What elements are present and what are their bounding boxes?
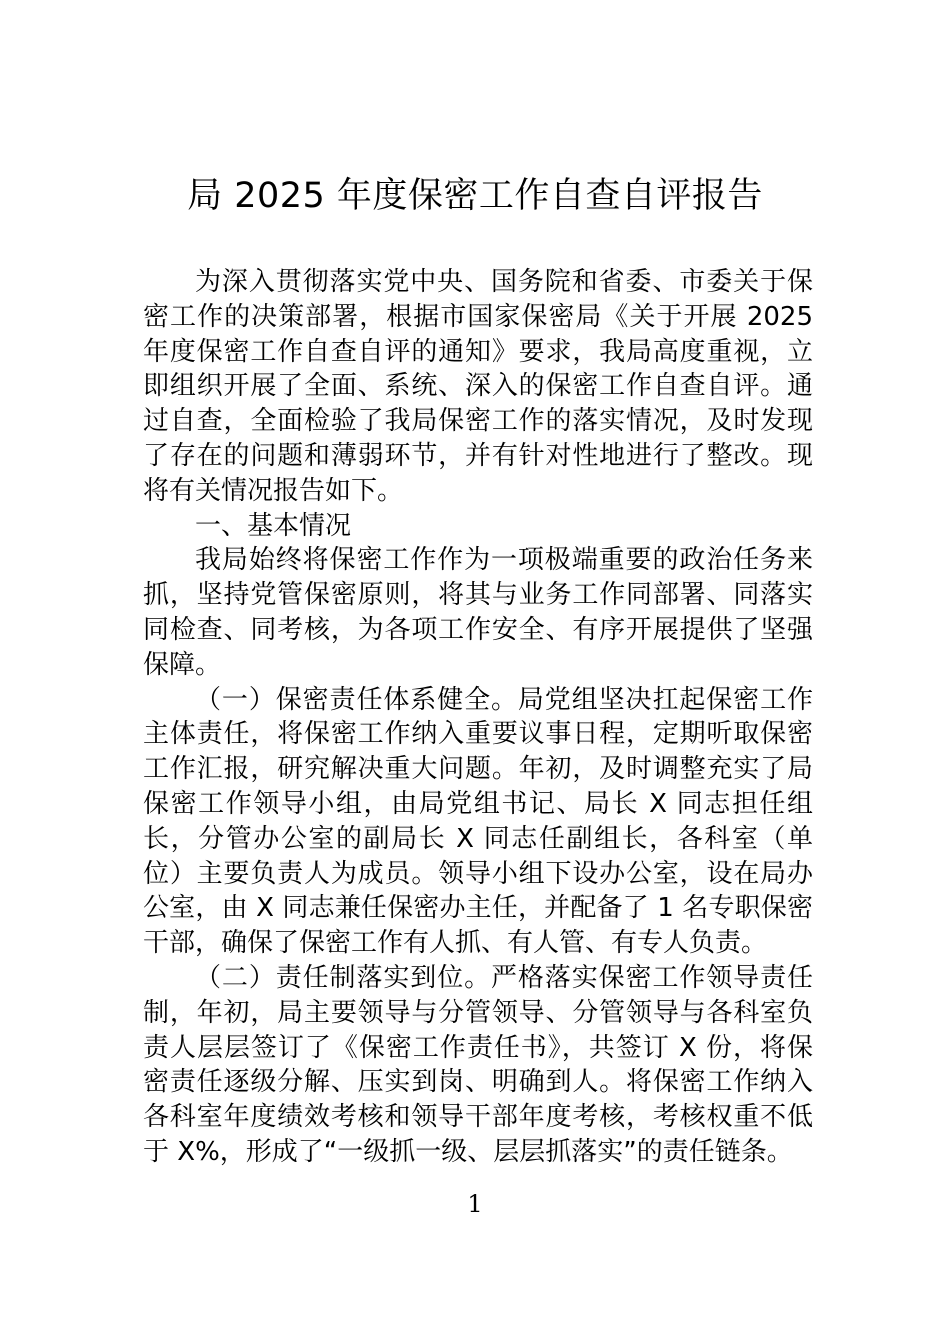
subsection-paragraph-1: （一）保密责任体系健全。局党组坚决扛起保密工作主体责任，将保密工作纳入重要议事日程，定期听取保密工作汇报，研究解决重大问题。年初，及时调整充实了局保密工作领导小组，由局党组书记、局长 X 同志担任组长，分管办公室的副局长 X 同志任副组长，各科室（单位）主要负责人为成员。领导小组下设办公室，设在局办公室，由 X 同志兼任保密办主任，并配备了 1 名专职保密干部，确保了保密工作有人抓、有人管、有专人负责。 [143,684,813,959]
section-heading: 一、基本情况 [195,510,352,541]
document-body [143,265,813,1170]
section-paragraph: 我局始终将保密工作作为一项极端重要的政治任务来抓，坚持党管保密原则，将其与业务工作同部署、同落实同检查、同考核，为各项工作安全、有序开展提供了坚强保障。 [143,545,813,680]
page-number: 1 [467,1190,483,1218]
subsection-paragraph-2: （二）责任制落实到位。严格落实保密工作领导责任制，年初，局主要领导与分管领导、分管领导与各科室负责人层层签订了《保密工作责任书》，共签订 X 份，将保密责任逐级分解、压实到岗、明确到人。将保密工作纳入各科室年度绩效考核和领导干部年度考核，考核权重不低于 X%，形成了“一级抓一级、层层抓落实”的责任链条。 [143,962,813,1167]
document-title: 局 2025 年度保密工作自查自评报告 [187,176,763,216]
intro-paragraph: 为深入贯彻落实党中央、国务院和省委、市委关于保密工作的决策部署，根据市国家保密局《关于开展 2025 年度保密工作自查自评的通知》要求，我局高度重视，立即组织开展了全面、系统、深入的保密工作自查自评。通过自查，全面检验了我局保密工作的落实情况，及时发现了存在的问题和薄弱环节，并有针对性地进行了整改。现将有关情况报告如下。 [143,267,813,506]
